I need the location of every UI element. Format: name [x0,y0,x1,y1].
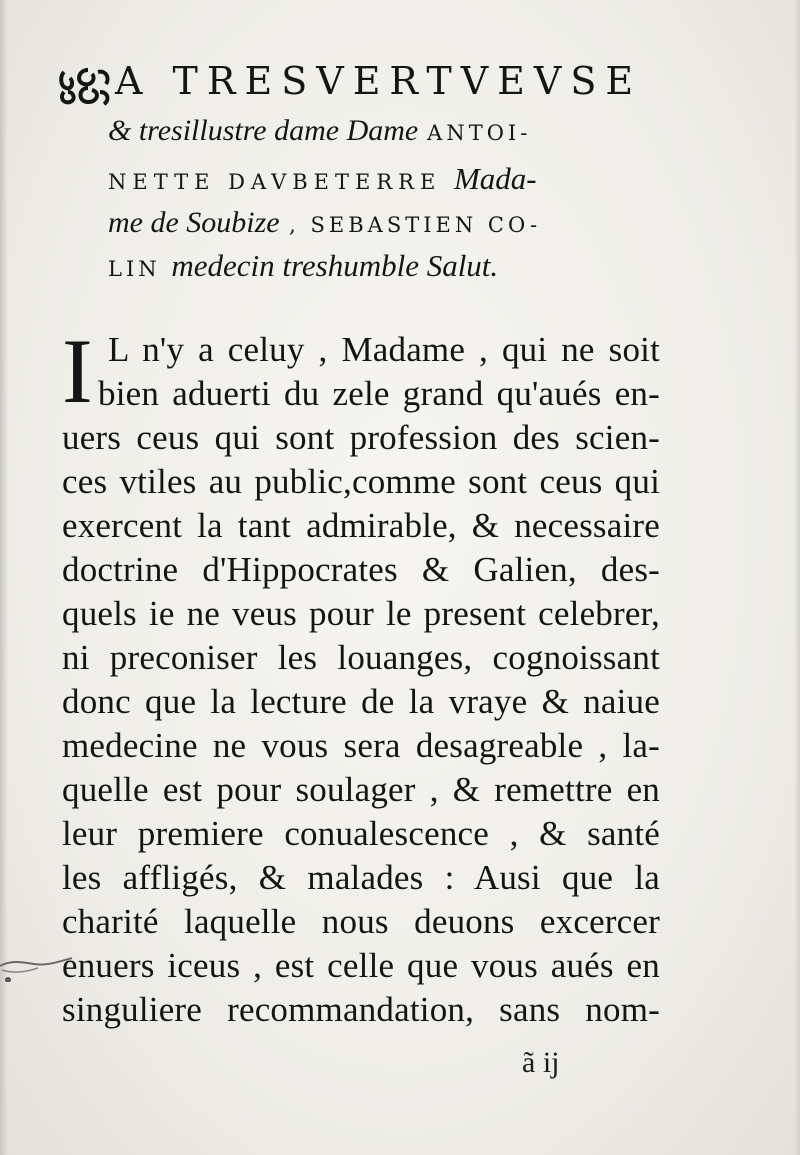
heading-line-3-caps: NETTE DAVBETERRE [108,170,442,194]
heading-line-4-italic: me de Soubize [108,206,280,239]
body-line: doctrine d'Hippocrates & Galien, des- [62,550,660,589]
page-right-edge-shadow [794,0,800,1155]
body-line: enuers iceus , est celle que vous aués en [62,946,660,985]
heading-line-5 [108,250,498,281]
body-line: leur premiere conualescence , & santé [62,814,660,853]
body-line: ces vtiles au public,comme sont ceus qui [62,462,660,501]
body-line: medecine ne vous sera desagreable , la- [62,726,660,765]
body-line: ni preconiser les louanges, cognoissant [62,638,660,677]
body-line: uers ceus qui sont profession des scien- [62,418,660,457]
fleuron-ornament-icon [58,62,112,106]
body-line: donc que la lecture de la vraye & naiue [62,682,660,721]
heading-line-2-italic: & tresillustre dame Dame [108,114,419,147]
heading-line-2-caps: ANTOI- [427,121,532,145]
heading-line-3-italic: Mada- [453,161,537,196]
body-line: singuliere recommandation, sans nom- [62,990,660,1029]
body-line: L n'y a celuy , Madame , qui ne soit [108,330,660,369]
heading-line-5-italic: medecin treshumble Salut. [171,248,499,283]
body-line: les affligés, & malades : Ausi que la [62,858,660,897]
drop-cap-letter: I [62,320,93,422]
heading-line-3 [108,163,537,194]
heading-line-1: A TRESVERTVEVSE [115,59,643,103]
body-line: bien aduerti du zele grand qu'aués en- [98,374,660,413]
ink-blot-icon [0,952,80,982]
body-line: quels ie ne veus pour le present celebrer, [62,594,660,633]
body-line: exercent la tant admirable, & necessaire [62,506,660,545]
signature-mark: ã ij [522,1046,560,1079]
heading-line-5-caps: LIN [108,257,161,281]
body-line: quelle est pour soulager , & remettre en [62,770,660,809]
body-line: charité laquelle nous deuons excercer [62,902,660,941]
heading-line-4 [108,208,541,238]
heading-line-4-caps: , SEBASTIEN CO- [289,213,542,237]
heading-line-2 [108,116,531,146]
